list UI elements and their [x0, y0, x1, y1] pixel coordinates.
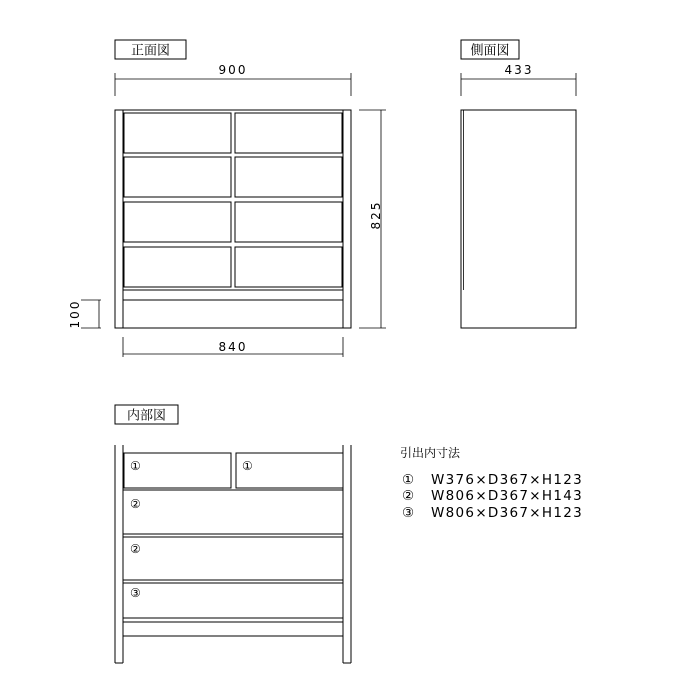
- interior-marker-1b: ①: [242, 459, 253, 473]
- drawer-spec-1-marker: ①: [402, 472, 416, 488]
- front-drawer-3-right: [235, 202, 342, 242]
- drawer-spec-3-marker: ③: [402, 505, 416, 521]
- front-view-title: 正面図: [130, 43, 171, 59]
- interior-view-title: 内部図: [126, 408, 167, 424]
- front-drawer-4-left: [124, 247, 231, 287]
- side-view-title: 側面図: [470, 43, 510, 59]
- front-drawer-1-right: [235, 113, 342, 153]
- drawer-spec-2-size: W806×D367×H143: [431, 488, 584, 504]
- drawer-specs-heading: 引出内寸法: [400, 446, 461, 460]
- interior-marker-2a: ②: [130, 497, 141, 511]
- front-drawer-3-left: [124, 202, 231, 242]
- side-view: [461, 40, 576, 328]
- drawer-spec-2-marker: ②: [402, 488, 416, 504]
- front-drawer-2-left: [124, 157, 231, 197]
- interior-marker-2b: ②: [130, 542, 141, 556]
- front-drawer-1-left: [124, 113, 231, 153]
- front-view: [68, 40, 386, 357]
- interior-marker-1a: ①: [130, 459, 141, 473]
- height-label: 825: [369, 200, 383, 230]
- side-cabinet-outline: [461, 110, 576, 328]
- inner-width-label: 840: [218, 340, 248, 354]
- side-depth-label: 433: [504, 63, 534, 77]
- drawer-spec-1-size: W376×D367×H123: [431, 472, 584, 488]
- drawer-spec-3-size: W806×D367×H123: [431, 505, 584, 521]
- plinth-height-label: 100: [68, 299, 82, 329]
- front-drawer-2-right: [235, 157, 342, 197]
- front-drawer-4-right: [235, 247, 342, 287]
- front-width-label: 900: [218, 63, 248, 77]
- drawer-specs: [400, 445, 583, 521]
- interior-marker-3: ③: [130, 586, 141, 600]
- interior-view: [115, 405, 351, 663]
